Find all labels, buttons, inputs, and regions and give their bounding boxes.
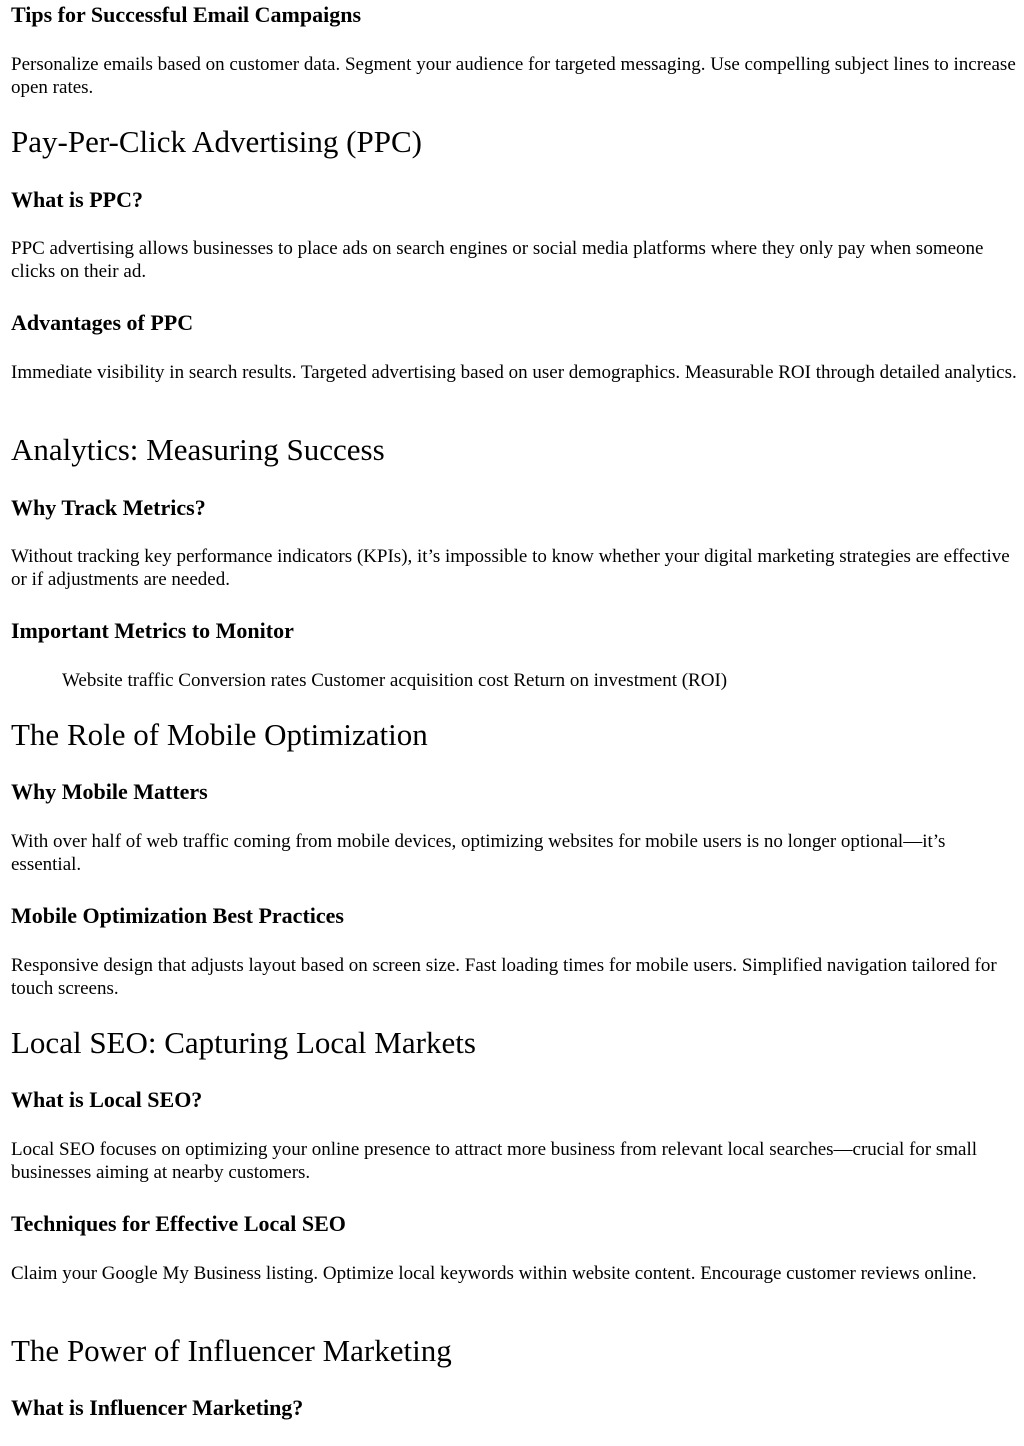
ppc-what-text: PPC advertising allows businesses to place ads on search engines or social media platforms where they only pay when someone clicks on their ad. xyxy=(11,238,984,282)
analytics-metrics-list: Website traffic Conversion rates Customer acquisition cost Return on investment (ROI) xyxy=(62,670,728,691)
ppc-what-heading: What is PPC? xyxy=(11,187,143,212)
ppc-advantages-text: Immediate visibility in search results. Targeted advertising based on user demographics. Measurable ROI through detailed analytics. xyxy=(11,362,1017,383)
local-seo-what-heading: What is Local SEO? xyxy=(11,1087,203,1112)
mobile-best-practices-text: Responsive design that adjusts layout based on screen size. Fast loading times for mobile users. Simplified navigation tailored for touch screens. xyxy=(11,955,997,999)
analytics-heading: Analytics: Measuring Success xyxy=(11,432,385,467)
email-tips-heading: Tips for Successful Email Campaigns xyxy=(11,2,362,27)
mobile-why-text: With over half of web traffic coming from mobile devices, optimizing websites for mobile users is no longer optional—it’s essential. xyxy=(11,831,946,875)
influencer-what-heading: What is Influencer Marketing? xyxy=(11,1395,304,1420)
mobile-heading: The Role of Mobile Optimization xyxy=(11,717,428,752)
email-tips-text: Personalize emails based on customer data. Segment your audience for targeted messaging. Use compelling subject lines to increase open rates. xyxy=(11,54,1016,98)
mobile-best-practices-heading: Mobile Optimization Best Practices xyxy=(11,903,344,928)
mobile-why-heading: Why Mobile Matters xyxy=(11,779,208,804)
local-seo-techniques-text: Claim your Google My Business listing. Optimize local keywords within website content. Encourage customer reviews online. xyxy=(11,1263,977,1284)
analytics-why-text: Without tracking key performance indicators (KPIs), it’s impossible to know whether your digital marketing strategies are effective or if adjustments are needed. xyxy=(11,546,1010,590)
ppc-advantages-heading: Advantages of PPC xyxy=(11,310,194,335)
analytics-why-heading: Why Track Metrics? xyxy=(11,495,206,520)
local-seo-heading: Local SEO: Capturing Local Markets xyxy=(11,1025,476,1060)
analytics-metrics-heading: Important Metrics to Monitor xyxy=(11,618,294,643)
local-seo-techniques-heading: Techniques for Effective Local SEO xyxy=(11,1211,346,1236)
ppc-heading: Pay-Per-Click Advertising (PPC) xyxy=(11,124,422,159)
influencer-heading: The Power of Influencer Marketing xyxy=(11,1333,452,1368)
local-seo-what-text: Local SEO focuses on optimizing your online presence to attract more business from relevant local searches—crucial for small businesses aiming at nearby customers. xyxy=(11,1139,978,1183)
